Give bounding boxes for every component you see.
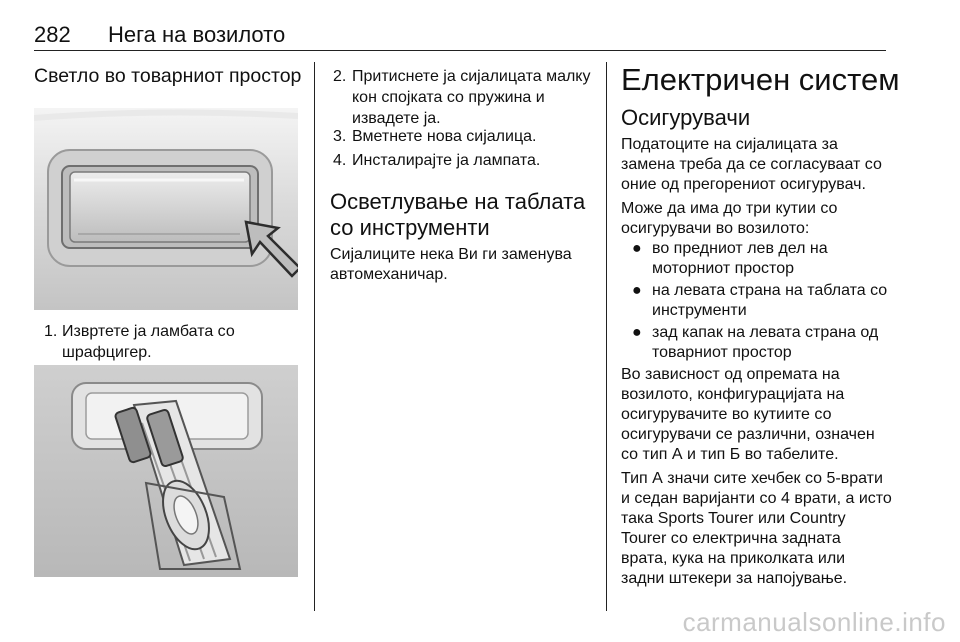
step-2-number: 2. <box>333 68 347 85</box>
bullet-3-line-2: товарниот простор <box>652 344 792 361</box>
instrument-para-line-1: Сијалиците нека Ви ги заменува <box>330 246 572 263</box>
bullet-2-line-1: на левата страна на таблата со <box>652 282 888 299</box>
fuses-p4-line-3: така Sports Tourer или Country <box>621 510 846 527</box>
watermark-text: carmanualsonline.info <box>682 607 946 637</box>
step-2-line-1: Притиснете ја сијалицата малку <box>352 68 591 85</box>
instrument-para-line-2: автомеханичар. <box>330 266 448 283</box>
heading-fuses: Осигурувачи <box>621 105 751 130</box>
bullet-2: ● <box>632 282 642 299</box>
bullet-1-line-2: моторниот простор <box>652 260 794 277</box>
page-title: Нега на возилото <box>108 22 286 47</box>
bullet-2-line-2: инструменти <box>652 302 747 319</box>
fuses-p3-line-4: осигурувачи се различни, означен <box>621 426 875 443</box>
figure-bulb-removal <box>34 365 298 577</box>
fuses-p3-line-3: осигурувачите во кутиите со <box>621 406 832 423</box>
step-1-line-1: Извртете ја ламбата со <box>62 323 235 340</box>
fuses-p3-line-5: со тип А и тип Б во табелите. <box>621 446 839 463</box>
column-divider-2 <box>606 62 607 611</box>
fuses-p1-line-1: Податоците на сијалицата за <box>621 136 838 153</box>
bullet-1: ● <box>632 240 642 257</box>
fuses-p1-line-3: оние од прегорениот осигурувач. <box>621 176 866 193</box>
fuses-p2-line-1: Може да има до три кутии со <box>621 200 838 217</box>
header-rule <box>34 50 886 51</box>
bullet-3: ● <box>632 324 642 341</box>
fuses-p3-line-2: возилото, конфигурацијата на <box>621 386 845 403</box>
fuses-p4-line-2: и седан варијанти со 4 врати, а исто <box>621 490 892 507</box>
step-4-number: 4. <box>333 152 347 169</box>
step-3-line-1: Вметнете нова сијалица. <box>352 128 537 145</box>
fuses-p4-line-4: Tourer со електрична задната <box>621 530 841 547</box>
bulb-removal-illustration <box>34 365 298 577</box>
bullet-3-line-1: зад капак на левата страна од <box>652 324 879 341</box>
bullet-1-line-1: во предниот лев дел на <box>652 240 828 257</box>
cargo-lamp-illustration <box>34 108 298 310</box>
section-title-cargo-light: Светло во товарниот простор <box>34 65 302 87</box>
step-2-line-3: извадете ја. <box>352 110 441 127</box>
heading-electrical-system: Електричен систем <box>621 62 900 97</box>
step-1-number: 1. <box>44 323 58 340</box>
fuses-p4-line-5: врата, кука на приколката или <box>621 550 846 567</box>
fuses-p4-line-6: задни штекери за напојување. <box>621 570 848 587</box>
step-3-number: 3. <box>333 128 347 145</box>
figure-cargo-lamp <box>34 108 298 310</box>
column-divider-1 <box>314 62 315 611</box>
page-header <box>34 22 886 52</box>
fuses-p2-line-2: осигурувачи во возилото: <box>621 220 810 237</box>
fuses-p4-line-1: Тип А значи сите хечбек со 5-врати <box>621 470 883 487</box>
page-number: 282 <box>34 22 71 47</box>
step-4-line-1: Инсталирајте ја лампата. <box>352 152 541 169</box>
step-1-line-2: шрафцигер. <box>62 344 152 361</box>
heading-instrument-lighting-2: со инструменти <box>330 215 490 240</box>
fuses-p3-line-1: Во зависност од опремата на <box>621 366 840 383</box>
heading-instrument-lighting-1: Осветлување на таблата <box>330 189 586 214</box>
fuses-p1-line-2: замена треба да се согласуваат со <box>621 156 882 173</box>
step-2-line-2: кон спојката со пружина и <box>352 89 545 106</box>
